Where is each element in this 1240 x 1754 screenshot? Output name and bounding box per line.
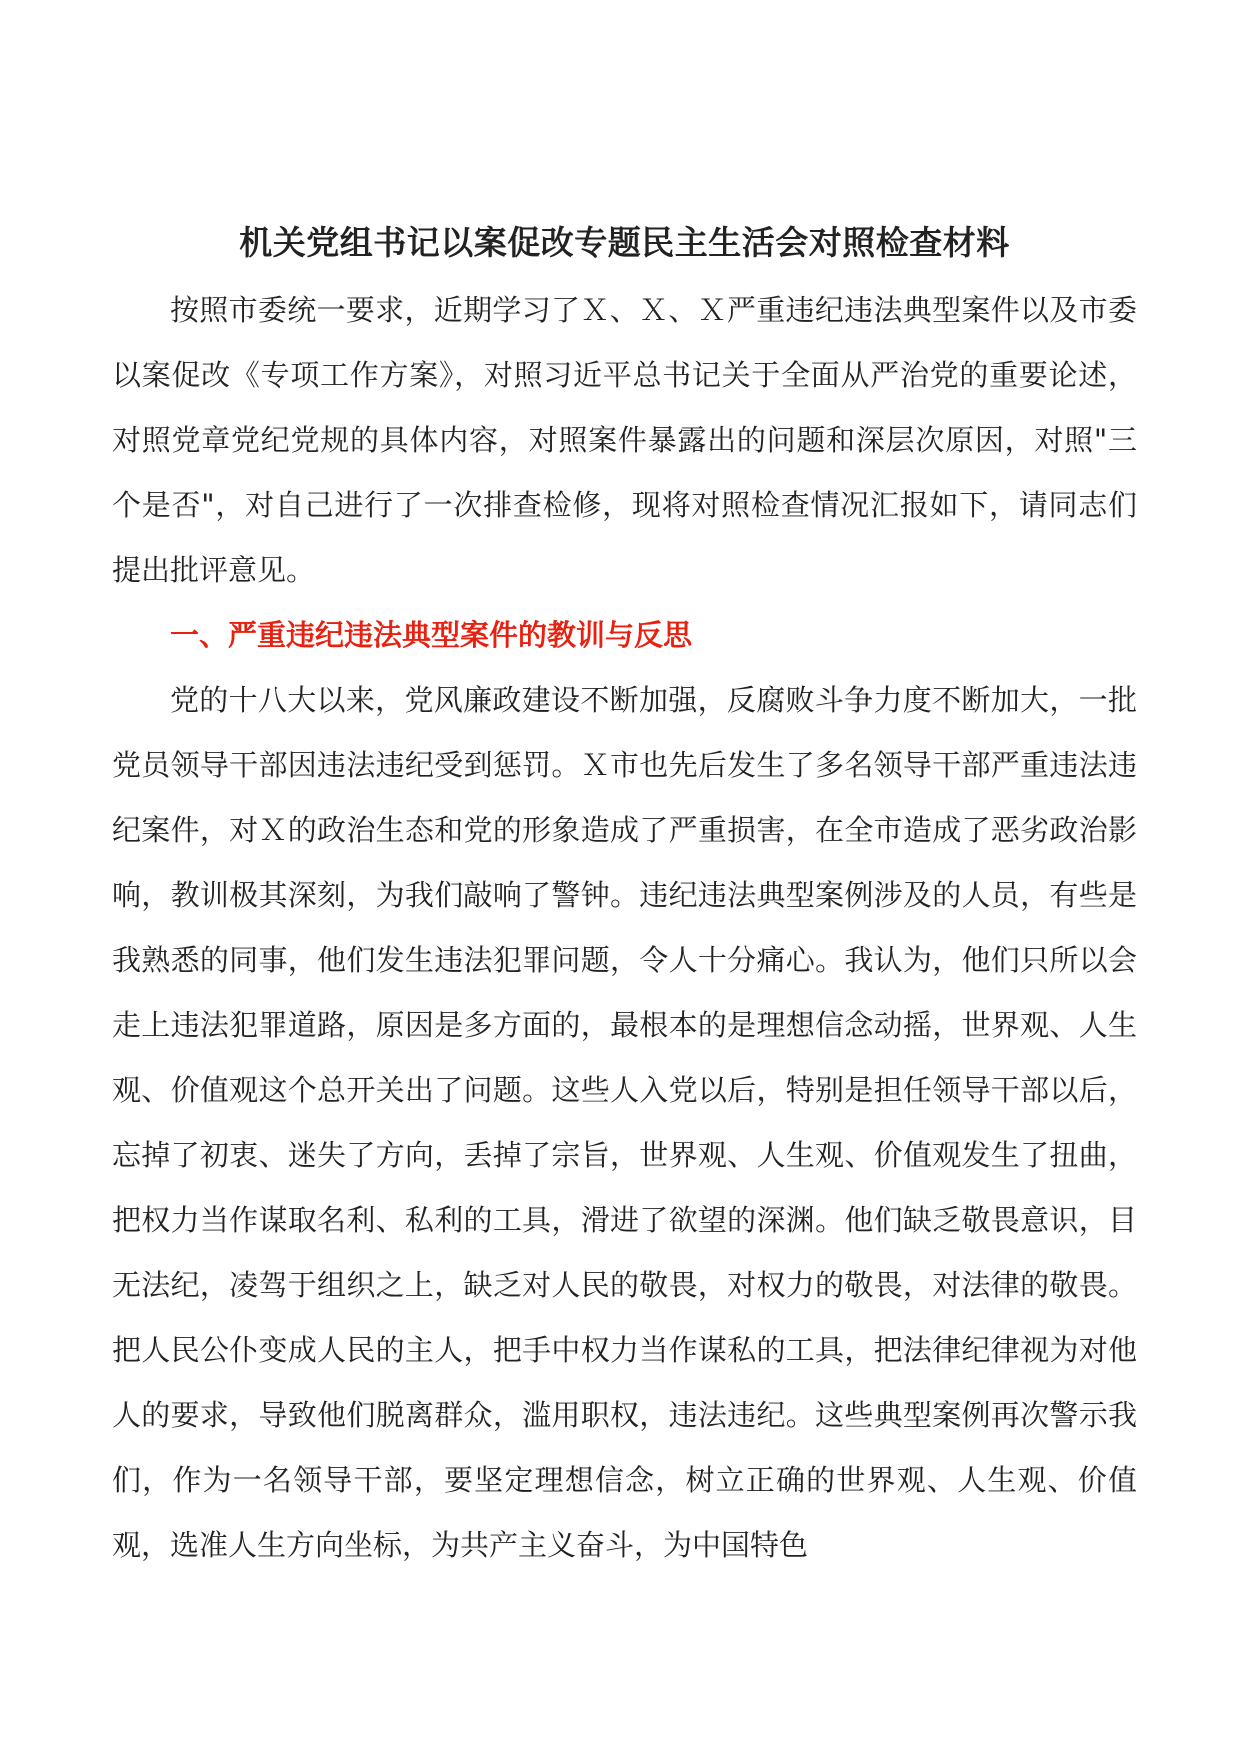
intro-paragraph: 按照市委统一要求，近期学习了Ｘ、Ｘ、Ｘ严重违纪违法典型案件以及市委以案促改《专项工作方案》，对照习近平总书记关于全面从严治党的重要论述，对照党章党纪党规的具体内容，对照案件暴露出的问题和深层次原因，对照"三个是否"，对自己进行了一次排查检修，现将对照检查情况汇报如下，请同志们提出批评意见。 [112,293,1137,587]
section-paragraph: 党的十八大以来，党风廉政建设不断加强，反腐败斗争力度不断加大，一批党员领导干部因违法违纪受到惩罚。Ｘ市也先后发生了多名领导干部严重违法违纪案件，对Ｘ的政治生态和党的形象造成了严重损害，在全市造成了恶劣政治影响，教训极其深刻，为我们敲响了警钟。违纪违法典型案例涉及的人员，有些是我熟悉的同事，他们发生违法犯罪问题，令人十分痛心。我认为，他们只所以会走上违法犯罪道路，原因是多方面的，最根本的是理想信念动摇，世界观、人生观、价值观这个总开关出了问题。这些人入党以后，特别是担任领导干部以后，忘掉了初衷、迷失了方向，丢掉了宗旨，世界观、人生观、价值观发生了扭曲，把权力当作谋取名利、私利的工具，滑进了欲望的深渊。他们缺乏敬畏意识，目无法纪，凌驾于组织之上，缺乏对人民的敬畏，对权力的敬畏，对法律的敬畏。把人民公仆变成人民的主人，把手中权力当作谋私的工具，把法律纪律视为对他人的要求，导致他们脱离群众，滥用职权，违法违纪。这些典型案例再次警示我们，作为一名领导干部，要坚定理想信念，树立正确的世界观、人生观、价值观，选准人生方向坐标，为共产主义奋斗，为中国特色 [112,683,1137,1562]
document-title: 机关党组书记以案促改专题民主生活会对照检查材料 [239,223,1010,263]
section-heading: 一、严重违纪违法典型案件的教训与反思 [170,618,693,652]
